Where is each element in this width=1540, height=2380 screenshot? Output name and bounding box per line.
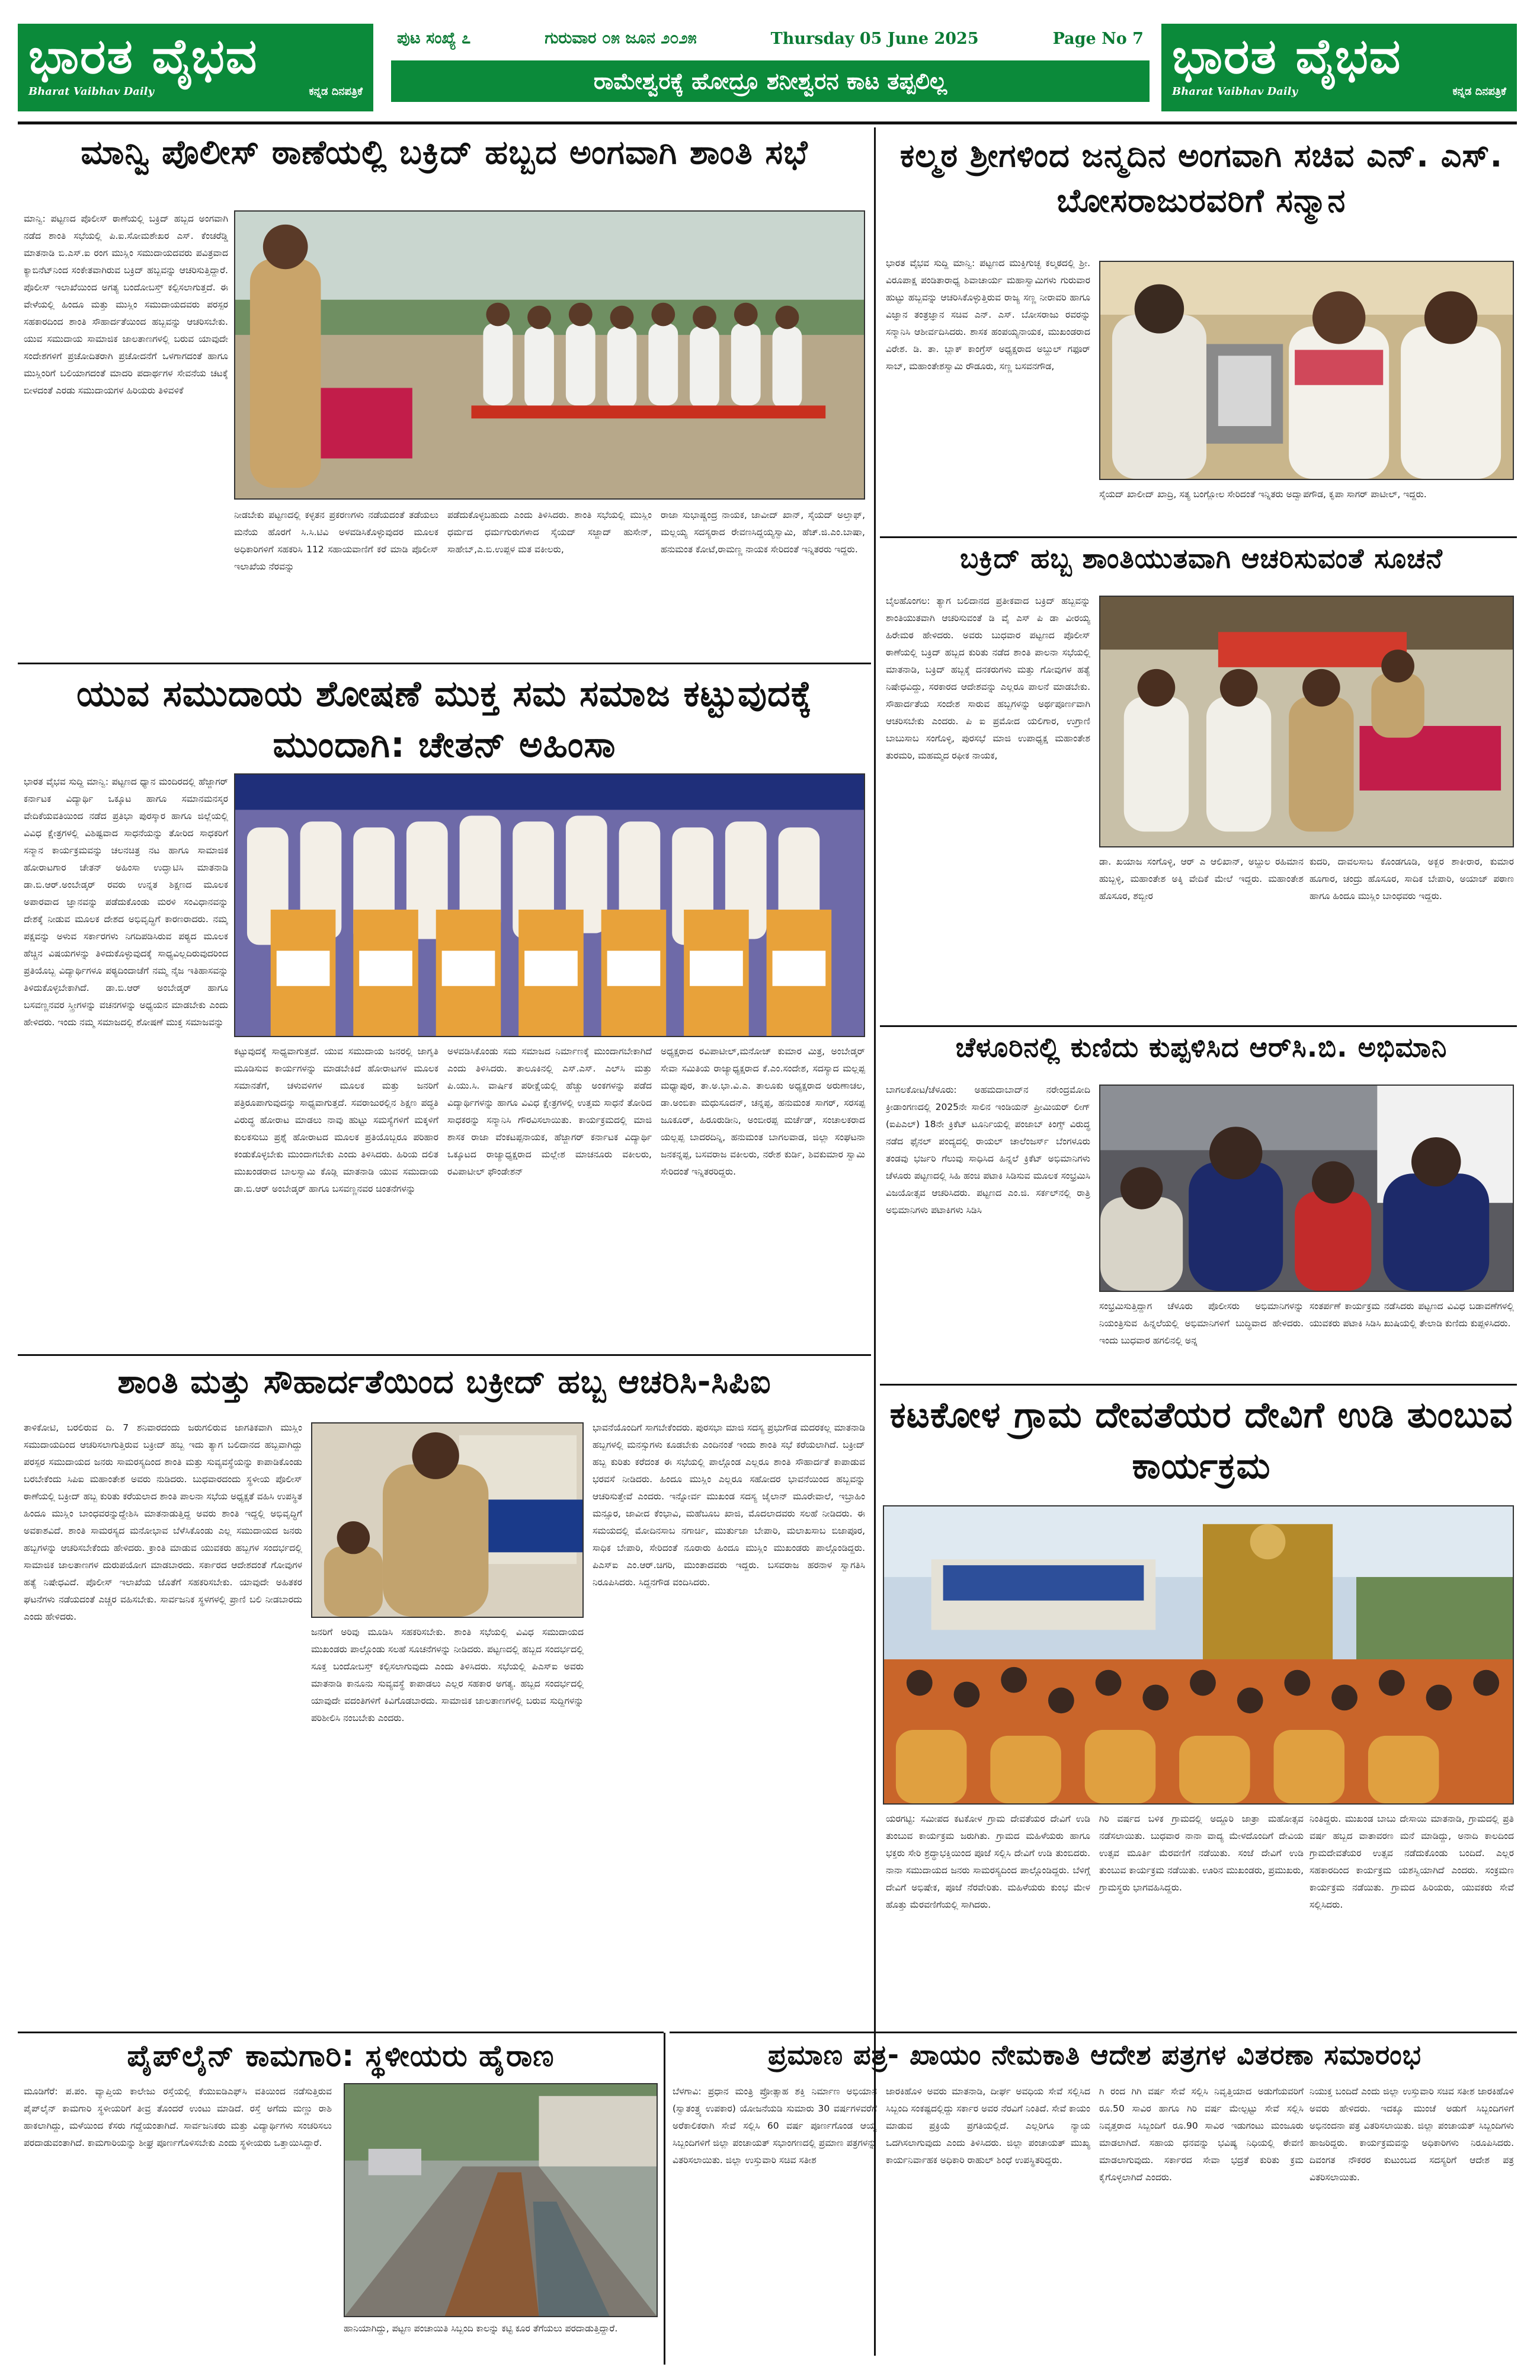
felicitation-photo [235, 775, 864, 1036]
article-column-2: ಸಂಭ್ರಮಿಸುತ್ತಿದ್ದಾಗ ಚೆಳೂರು ಪೊಲೀಸರು ಅಭಿಮಾನಿಗಳನ್ನು ನಿಯಂತ್ರಿಸುವ ಹಿನ್ನಲೆಯಲ್ಲಿ ಅಭಿಮಾನಿಗಳಿಗೆ ಬುದ್ಧಿವಾದ ಹೇಳಿದರು. ಇಂದು ಬುಧವಾರ ಹಗಲಿನಲ್ಲಿ ಅನ್ನ [1099, 1301, 1304, 1346]
article-column-1: ತಾಳಿಕೋಟಿ, ಬರಲಿರುವ ದಿ. 7 ಶನಿವಾರದಂದು ಜರುಗಲಿರುವ ಜಾಗತಿಕವಾಗಿ ಮುಸ್ಲಿಂ ಸಮುದಾಯದಿಂದ ಆಚರಿಸಲಾಗುತ್ತಿರುವ ಬಕ್ರೀದ್ ಹಬ್ಬ ಇದು ತ್ಯಾಗ ಬಲಿದಾನದ ಹಬ್ಬವಾಗಿದ್ದು ಪರಸ್ಪರ ಸಮುದಾಯದ ಜನರು ಸಾಮರಸ್ಯದಿಂದ ಶಾಂತಿ ಮತ್ತು ಸುವ್ಯವಸ್ಥೆಯನ್ನು ಕಾಪಾಡಿಕೊಂಡು ಬರಬೇಕೆಂದು ಸಿಪಿಐ ಮಹಾಂತೇಶ ಅವರು ನುಡಿದರು. ಬುಧವಾರದಂದು ಸ್ಥಳೀಯ ಪೊಲೀಸ್ ಠಾಣೆಯಲ್ಲಿ ಬಕ್ರೀದ್ ಹಬ್ಬ ಕುರಿತು ಕರೆಯಲಾದ ಶಾಂತಿ ಪಾಲನಾ ಸಭೆಯ ಅಧ್ಯಕ್ಷತೆ ವಹಿಸಿ ಉಪಸ್ಥಿತ ಹಿಂದೂ ಮುಸ್ಲಿಂ ಬಾಂಧವರನ್ನುದ್ದೇಶಿಸಿ ಮಾತನಾಡುತ್ತಿದ್ದ ಅವರು ಶಾಂತಿ ಇದ್ದಲ್ಲಿ ಅಭಿವೃದ್ಧಿಗೆ ಅವಕಾಶವಿದೆ. ಶಾಂತಿ ಸಾಮರಸ್ಯದ ಮನೋಭಾವ ಬೆಳೆಸಿಕೊಂಡು ಎಲ್ಲ ಸಮುದಾಯದ ಜನರು ಹಬ್ಬಗಳನ್ನು ಆಚರಿಸಬೇಕೆಂದು ಹೇಳಿದರು. ಕ್ರಾಂತಿ ಮಾಡುವ ಯುವಕರು ಹಬ್ಬಗಳ ಸಂದರ್ಭದಲ್ಲಿ ಸಾಮಾಜಿಕ ಜಾಲತಾಣಗಳ ದುರುಪಯೋಗ ಮಾಡಬಾರದು. ಸರ್ಕಾರದ ಆದೇಶದಂತೆ ಗೋವುಗಳ ಹತ್ಯೆ ನಿಷೇಧವಿದೆ. ಪೊಲೀಸ್ ಇಲಾಖೆಯ ಜೊತೆಗೆ ಸಹಕರಿಸಬೇಕು. ಯಾವುದೇ ಅಹಿತಕರ ಘಟನೆಗಳು ನಡೆಯದಂತೆ ಎಚ್ಚರ ವಹಿಸಬೇಕು. ಸಾರ್ವಜನಿಕ ಸ್ಥಳಗಳಲ್ಲಿ ಪ್ರಾಣಿ ಬಲಿ ನೀಡಬಾರದು ಎಂದು ಹೇಳಿದರು. [24, 1422, 302, 1622]
article-headline: ಮಾನ್ವಿ ಪೊಲೀಸ್ ಠಾಣೆಯಲ್ಲಿ ಬಕ್ರಿದ್ ಹಬ್ಬದ ಅಂಗವಾಗಿ ಶಾಂತಿ ಸಭೆ [81, 133, 808, 172]
article-column-3: ನಿಂತಿದ್ದರು. ಮುಖಂಡ ಬಾಬು ದೇಸಾಯಿ ಮಾತನಾಡಿ, ಗ್ರಾಮದಲ್ಲಿ ಪ್ರತಿ ವರ್ಷ ಹಬ್ಬದ ವಾತಾವರಣ ಮನೆ ಮಾಡಿದ್ದು, ಅನಾದಿ ಕಾಲದಿಂದ ಗ್ರಾಮದೇವತೆಯರ ಉತ್ಸವ ನಡೆದುಕೊಂಡು ಬಂದಿದೆ. ಎಲ್ಲರ ಸಹಕಾರದಿಂದ ಕಾರ್ಯಕ್ರಮ ಯಶಸ್ವಿಯಾಗಿದೆ ಎಂದರು. ಸಂಕ್ರಮಣ ಕಾರ್ಯಕ್ರಮ ನಡೆಯಿತು. ಗ್ರಾಮದ ಹಿರಿಯರು, ಯುವಕರು ಸೇವೆ ಸಲ್ಲಿಸಿದರು. [1310, 1813, 1514, 1910]
masthead-subtitle-en-right: Bharat Vaibhav Daily [1172, 85, 1298, 98]
article-headline: ಕಲ್ಮಠ ಶ್ರೀಗಳಿಂದ ಜನ್ಮದಿನ ಅಂಗವಾಗಿ ಸಚಿವ ಎನ್. ಎಸ್. ಬೋಸರಾಜುರವರಿಗೆ ಸನ್ಮಾನ [899, 137, 1503, 219]
road-excavation-photo [345, 2084, 657, 2316]
article-column-2: ಡಾ. ಖಯಾಜ ಸಂಗೊಳ್ಳಿ, ಆರ್ ಎ ಆಲಿಖಾನ್, ಅಬ್ದುಲ ರಹಿಮಾನ ಹುಬ್ಬಳ್ಳಿ, ಮಹಾಂತೇಶ ಅಕ್ಕಿ ವೇದಿಕೆ ಮೇಲೆ ಇದ್ದರು. ಮಹಾಂತೇಶ ಹೊಸೂರ, ಶಬ್ಬೀರ [1099, 856, 1304, 901]
photo-caption: ಹಾನಿಯಾಗಿದ್ದು, ಪಟ್ಟಣ ಪಂಚಾಯಿತಿ ಸಿಬ್ಬಂದಿ ಕಾಲನ್ನು ಕಟ್ಟಿ ಕೂರ ತೆಗೆಯಲು ಪರದಾಡುತ್ತಿದ್ದಾರೆ. [344, 2323, 618, 2334]
article-photo [1099, 261, 1514, 480]
article-column-2: ಕಟ್ಟುವುದಕ್ಕೆ ಸಾಧ್ಯವಾಗುತ್ತದೆ. ಯುವ ಸಮುದಾಯ ಜನರಲ್ಲಿ ಜಾಗೃತಿ ಮೂಡಿಸುವ ಕಾರ್ಯಗಳನ್ನು ಮಾಡಬೇಕಿದೆ ಹೋರಾಟಗಳ ಮೂಲಕ ಸಮಾನತೆಗೆ, ಚಳುವಳಿಗಳ ಮೂಲಕ ಮತ್ತು ಜನರಿಗೆ ಪತ್ರಿರೂಪಾಗುವುದನ್ನು ಸಾಧ್ಯವಾಗುತ್ತದೆ. ಸವರಾಜುರಲ್ಲಿನ ಶಿಕ್ಷಣ ಪದ್ಧತಿ ವಿರುದ್ಧ ಹೋರಾಟ ಮಾಡಲು ನಾವು ಹುಟ್ಟು ಸಮಸ್ಯೆಗಳಿಗೆ ಮಕ್ಕಳಿಗೆ ಕುಲಕಸುಬು ಪ್ರಶ್ನೆ ಹೋರಾಟದ ಮೂಲಕ ಪ್ರತಿಯೊಬ್ಬರೂ ಪರಿಹಾರ ಕಂಡುಕೊಳ್ಳಬೇಕು ಮುಂದಾಗಬೇಕು ಎಂದು ತಿಳಿಸಿದರು. ಹಿರಿಯ ದಲಿತ ಮುಖಂಡರಾದ ಬಾಲಸ್ವಾಮಿ ಕೊಡ್ಲಿ ಮಾತನಾಡಿ ಯುವ ಸಮುದಾಯ ಡಾ.ಬಿ.ಆರ್ ಅಂಬೇಡ್ಕರ್ ಹಾಗೂ ಬಸವಣ್ಣನವರ ಚಿಂತನೆಗಳನ್ನು [234, 1046, 438, 1194]
article-column-2: ಜನರಿಗೆ ಅರಿವು ಮೂಡಿಸಿ ಸಹಕರಿಸಬೇಕು. ಶಾಂತಿ ಸಭೆಯಲ್ಲಿ ವಿವಿಧ ಸಮುದಾಯದ ಮುಖಂಡರು ಪಾಲ್ಗೊಂಡು ಸಲಹೆ ಸೂಚನೆಗಳನ್ನು ನೀಡಿದರು. ಪಟ್ಟಣದಲ್ಲಿ ಹಬ್ಬದ ಸಂದರ್ಭದಲ್ಲಿ ಸೂಕ್ತ ಬಂದೋಬಸ್ತ್ ಕಲ್ಪಿಸಲಾಗುವುದು ಎಂದು ತಿಳಿಸಿದರು. ಸಭೆಯಲ್ಲಿ ಪಿಎಸ್ಐ ಅವರು ಮಾತನಾಡಿ ಕಾನೂನು ಸುವ್ಯವಸ್ಥೆ ಕಾಪಾಡಲು ಎಲ್ಲರ ಸಹಕಾರ ಅಗತ್ಯ. ಹಬ್ಬದ ಸಂದರ್ಭದಲ್ಲಿ ಯಾವುದೇ ವದಂತಿಗಳಿಗೆ ಕಿವಿಗೊಡಬಾರದು. ಸಾಮಾಜಿಕ ಜಾಲತಾಣಗಳಲ್ಲಿ ಬರುವ ಸುದ್ದಿಗಳನ್ನು ಪರಿಶೀಲಿಸಿ ನಂಬಬೇಕು ಎಂದರು. [311, 1627, 584, 1723]
masthead-info-row [391, 24, 1150, 53]
article-headline: ಯುವ ಸಮುದಾಯ ಶೋಷಣೆ ಮುಕ್ತ ಸಮ ಸಮಾಜ ಕಟ್ಟುವುದಕ್ಕೆ ಮುಂದಾಗಿ: ಚೇತನ್ ಅಹಿಂಸಾ [76, 673, 812, 766]
article-photo [234, 773, 865, 1037]
masthead-title: ಭಾರತ ವೈಭವ [28, 28, 258, 85]
masthead-subtitle-en: Bharat Vaibhav Daily [28, 85, 154, 98]
article-column-3: ಪಡೆದುಕೊಳ್ಳಬಹುದು ಎಂದು ತಿಳಿಸಿದರು. ಶಾಂತಿ ಸಭೆಯಲ್ಲಿ ಮುಸ್ಲಿಂ ಧರ್ಮದ ಧರ್ಮಗುರುಗಳಾದ ಸೈಯದ್ ಸಜ್ಜಾದ್ ಹುಸೇನ್, ಸಾಹೇಬ್,ಎ.ಬಿ.ಉಪ್ಪಳ ಮತ ವಕೀಲರು, [447, 510, 652, 555]
article-headline: ಶಾಂತಿ ಮತ್ತು ಸೌಹಾರ್ದತೆಯಿಂದ ಬಕ್ರೀದ್ ಹಬ್ಬ ಆಚರಿಸಿ-ಸಿಪಿಐ [117, 1363, 771, 1400]
article-column-4: ನಿಯುಕ್ತ ಬಂದಿದೆ ಎಂದು ಜಿಲ್ಲಾ ಉಸ್ತುವಾರಿ ಸಚಿವ ಸತೀಶ ಜಾರಕಿಹೊಳಿ ಅವರು ಹೇಳಿದರು. ಇದಕ್ಕೂ ಮುಂಚೆ ಅಡುಗೆ ಸಿಬ್ಬಂದಿಗಳಿಗೆ ಅಭಿನಂದನಾ ಪತ್ರ ವಿತರಿಸಲಾಯಿತು. ಜಿಲ್ಲಾ ಪಂಚಾಯತ್ ಸಿಬ್ಬಂದಿಗಳು ಹಾಜರಿದ್ದರು. ಕಾರ್ಯಕ್ರಮವನ್ನು ಅಧಿಕಾರಿಗಳು ನಿರೂಪಿಸಿದರು. ದಿವಂಗತ ನೌಕರರ ಕುಟುಂಬದ ಸದಸ್ಯರಿಗೆ ಆದೇಶ ಪತ್ರ ವಿತರಿಸಲಾಯಿತು. [1310, 2086, 1514, 2183]
masthead-subtitle-row [28, 85, 363, 98]
article-headline: ಚೆಳೂರಿನಲ್ಲಿ ಕುಣಿದು ಕುಪ್ಪಳಿಸಿದ ಆರ್‌ಸಿ.ಬಿ. ಅಭಿಮಾನಿ [955, 1031, 1448, 1063]
column-divider-bottom [664, 2033, 665, 2365]
article-headline: ಪ್ರಮಾಣ ಪತ್ರ- ಖಾಯಂ ನೇಮಕಾತಿ ಆದೇಶ ಪತ್ರಗಳ ವಿತರಣಾ ಸಮಾರಂಭ [767, 2039, 1422, 2071]
article-photo [1099, 596, 1514, 847]
article-column-2: ಜಾರಕಿಹೊಳಿ ಅವರು ಮಾತನಾಡಿ, ದೀರ್ಘ ಅವಧಿಯ ಸೇವೆ ಸಲ್ಲಿಸಿದ ಸಿಬ್ಬಂದಿ ಸಂಕಷ್ಟದಲ್ಲಿದ್ದು ಸರ್ಕಾರ ಅವರ ನೆರವಿಗೆ ನಿಂತಿದೆ. ಸೇವೆ ಕಾಯಂ ಮಾಡುವ ಪ್ರಕ್ರಿಯೆ ಪ್ರಗತಿಯಲ್ಲಿದೆ. ಎಲ್ಲರಿಗೂ ನ್ಯಾಯ ಒದಗಿಸಲಾಗುವುದು ಎಂದು ತಿಳಿಸಿದರು. ಜಿಲ್ಲಾ ಪಂಚಾಯತ್ ಮುಖ್ಯ ಕಾರ್ಯನಿರ್ವಾಹಕ ಅಧಿಕಾರಿ ರಾಹುಲ್ ಶಿಂಧೆ ಉಪಸ್ಥಿತರಿದ್ದರು. [886, 2086, 1090, 2165]
article-column-1: ಬಾಗಲಕೋಟ/ಚೆಳೂರು: ಅಹಮದಾಬಾದ್‌ನ ನರೇಂದ್ರಮೋದಿ ಕ್ರೀಡಾಂಗಣದಲ್ಲಿ 2025ನೇ ಸಾಲಿನ ಇಂಡಿಯನ್ ಪ್ರೀಮಿಯರ್ ಲೀಗ್ (ಐಪಿಎಲ್) 18ನೇ ಕ್ರಿಕೆಟ್ ಟೂರ್ನಿಯಲ್ಲಿ ಪಂಜಾಬ್ ಕಿಂಗ್ಸ್ ವಿರುದ್ಧ ನಡೆದ ಫೈನಲ್ ಪಂದ್ಯದಲ್ಲಿ ರಾಯಲ್ ಚಾಲೆಂಜರ್ಸ್ ಬೆಂಗಳೂರು ತಂಡವು ಭರ್ಜರಿ ಗೆಲುವು ಸಾಧಿಸಿದ ಹಿನ್ನಲೆ ಕ್ರಿಕೆಟ್ ಅಭಿಮಾನಿಗಳು ಚೆಳೂರು ಪಟ್ಟಣದಲ್ಲಿ ಸಿಹಿ ಹಂಚಿ ಪಟಾಕಿ ಸಿಡಿಸುವ ಮೂಲಕ ಸಂಭ್ರಮಿಸಿ ವಿಜಯೋತ್ಸವ ಆಚರಿಸಿದರು. ಪಟ್ಟಣದ ಎಂ.ಜಿ. ಸರ್ಕಲ್‌ನಲ್ಲಿ ರಾತ್ರಿ ಅಭಿಮಾನಿಗಳು ಪಟಾಕಿಗಳು ಸಿಡಿಸಿ [886, 1085, 1090, 1215]
article-column-1: ಬೆಳಗಾವಿ: ಪ್ರಧಾನ ಮಂತ್ರಿ ಪ್ರೋತ್ಸಾಹ ಶಕ್ತಿ ನಿರ್ಮಾಣ ಅಭಿಯಾನ (ಸ್ವಾತಂತ್ರ್ಯ ಉಪಕಾರ) ಯೋಜನೆಯಡಿ ಸುಮಾರು 30 ವರ್ಷಗಳವರೆಗೆ ಅರೆಕಾಲಿಕರಾಗಿ ಸೇವೆ ಸಲ್ಲಿಸಿ 60 ವರ್ಷ ಪೂರ್ಣಗೊಂಡ ಆಯ್ದ ಸಿಬ್ಬಂದಿಗಳಿಗೆ ಜಿಲ್ಲಾ ಪಂಚಾಯತ್ ಸಭಾಂಗಣದಲ್ಲಿ ಪ್ರಮಾಣ ಪತ್ರಗಳನ್ನು ವಿತರಿಸಲಾಯಿತು. ಜಿಲ್ಲಾ ಉಸ್ತುವಾರಿ ಸಚಿವ ಸತೀಶ [673, 2086, 877, 2165]
police-meeting-photo [235, 212, 864, 498]
article-column-3: ಭಾವನೆಯೊಂದಿಗೆ ಸಾಗಬೇಕೆಂದರು. ಪುರಸಭಾ ಮಾಜಿ ಸದಸ್ಯ ಪ್ರಭುಗೌಡ ಮದರಕಲ್ಲ ಮಾತನಾಡಿ ಹಬ್ಬಗಳಲ್ಲಿ ಮನಸ್ಸುಗಳು ಕೂಡಬೇಕು ಎಂದಿನಂತೆ ಇಂದು ಶಾಂತಿ ಸಭೆ ಕರೆಯಲಾಗಿದೆ. ಬಕ್ರೀದ್ ಹಬ್ಬ ಕುರಿತು ಕರೆದಂತ ಈ ಸಭೆಯಲ್ಲಿ ಪಾಲ್ಗೊಂಡ ಎಲ್ಲರೂ ಶಾಂತಿ ಸೌಹಾರ್ದತೆ ಕಾಪಾಡುವ ಭರವಸೆ ನೀಡಿದರು. ಹಿಂದೂ ಮುಸ್ಲಿಂ ಎಲ್ಲರೂ ಸಹೋದರ ಭಾವನೆಯಿಂದ ಹಬ್ಬವನ್ನು ಆಚರಿಸುತ್ತೇವೆ ಎಂದರು. ಇನ್ನೋರ್ವ ಮುಖಂಡ ಸದಸ್ಯ ಜೈಲಾನ್ ಮೂರೇವಾಲೆ, ಇಬ್ರಾಹಿಂ ಮನ್ಸೂರ, ಜಾವೀದ ಕೆಂಭಾವಿ, ಮಹೆಬೂಬ ಖಾಜಿ, ಮೊದಲಾದವರು ಸಲಹೆ ನೀಡಿದರು. ಈ ಸಮಯದಲ್ಲಿ ಮೋದಿನಸಾಬ ನಗಾರ್ಚಿ, ಮುರ್ತುಜಾ ಬೇಪಾರಿ, ಮಲಾಖಸಾಬ ಬಿಜಾಪೂರ, ಸಾಧಿಕ ಬೇಪಾರಿ, ಸೇರಿದಂತೆ ನೂರಾರು ಹಿಂದೂ ಮುಸ್ಲಿಂ ಮುಖಂಡರು ಪಾಲ್ಗೊಂಡಿದ್ದರು. ಪಿಎಸ್ಐ ಎಂ.ಆರ್.ಚಿಗರಿ, ಮುಂತಾದವರು ಇದ್ದರು. ಬಸವರಾಜ ಹರನಾಳ ಸ್ವಾಗತಿಸಿ ನಿರೂಪಿಸಿದರು. ಸಿದ್ದನಗೌಡ ವಂದಿಸಿದರು. [593, 1422, 865, 1588]
officer-photo [312, 1423, 582, 1617]
masthead-rule [18, 121, 1517, 124]
article-column-1: ಬೈಲಹೊಂಗಲ: ತ್ಯಾಗ ಬಲಿದಾನದ ಪ್ರತೀಕವಾದ ಬಕ್ರಿದ್ ಹಬ್ಬವನ್ನು ಶಾಂತಿಯುತವಾಗಿ ಆಚರಿಸುವಂತೆ ಡಿ ವೈ ಎಸ್ ಪಿ ಡಾ ವೀರಯ್ಯ ಹಿರೇಮಠ ಹೇಳಿದರು. ಅವರು ಬುಧವಾರ ಪಟ್ಟಣದ ಪೊಲೀಸ್ ಠಾಣೆಯಲ್ಲಿ ಬಕ್ರಿದ್ ಹಬ್ಬದ ಕುರಿತು ನಡೆದ ಶಾಂತಿ ಪಾಲನಾ ಸಭೆಯಲ್ಲಿ ಮಾತನಾಡಿ, ಬಕ್ರಿದ್ ಹಬ್ಬಕ್ಕೆ ದನಕರುಗಳು ಮತ್ತು ಗೋವುಗಳ ಹತ್ಯೆ ನಿಷೇಧವಿದ್ದು, ಸರಕಾರದ ಆದೇಶವನ್ನು ಎಲ್ಲರೂ ಪಾಲನೆ ಮಾಡಬೇಕು. ಸೌಹಾರ್ದತೆಯ ಸಂದೇಶ ಸಾರುವ ಹಬ್ಬಗಳನ್ನು ಅರ್ಥಪೂರ್ಣವಾಗಿ ಆಚರಿಸಬೇಕು ಎಂದರು. ಪಿ ಐ ಪ್ರಮೋದ ಯಲಿಗಾರ, ಉಗ್ರಾಣಿ ಬಾಬುಸಾಬ ಸಂಗೊಳ್ಳಿ, ಪುರಸಭೆ ಮಾಜಿ ಉಪಾಧ್ಯಕ್ಷ ಮಹಾಂತೇಶ ತುರಮರಿ, ಮಹಮ್ಮದ ರಫೀಕ ನಾಯಕ, [886, 596, 1090, 761]
article-photo [1099, 1085, 1514, 1292]
article-column-3: ಅಳವಡಿಸಿಕೊಂಡು ಸಮ ಸಮಾಜದ ನಿರ್ಮಾಣಕ್ಕೆ ಮುಂದಾಗಬೇಕಾಗಿದೆ ಎಂದು ತಿಳಿಸಿದರು. ತಾಲೂಕಿನಲ್ಲಿ ಎಸ್.ಎಸ್. ಎಲ್‌ಸಿ ಮತ್ತು ಪಿ.ಯು.ಸಿ. ವಾರ್ಷಿಕ ಪರೀಕ್ಷೆಯಲ್ಲಿ ಹೆಚ್ಚು ಅಂಕಗಳನ್ನು ಪಡೆದ ವಿದ್ಯಾರ್ಥಿಗಳನ್ನು ಹಾಗೂ ವಿವಿಧ ಕ್ಷೇತ್ರಗಳಲ್ಲಿ ಉತ್ತಮ ಸಾಧನೆ ತೋರಿದ ಸಾಧಕರನ್ನು ಸನ್ಮಾನಿಸಿ ಗೌರವಿಸಲಾಯಿತು. ಕಾರ್ಯಕ್ರಮದಲ್ಲಿ ಮಾಜಿ ಶಾಸಕ ರಾಜಾ ವೆಂಕಟಪ್ಪನಾಯಕ, ಹೆಜ್ಜಾಗರ್ ಕರ್ನಾಟಕ ವಿದ್ಯಾರ್ಥಿ ಒಕ್ಕೂಟದ ರಾಜ್ಯಾಧ್ಯಕ್ಷರಾದ ಮಲ್ಲೇಶ ಮಾಚನೂರು ವಕೀಲರು, ರವಿಪಾಟೀಲ್ ಫೌಂಡೇಶನ್ [447, 1046, 652, 1177]
section-rule [670, 2032, 1517, 2033]
article-photo [344, 2083, 658, 2317]
section-rule [880, 1384, 1517, 1386]
article-photo [311, 1422, 584, 1618]
column-divider [874, 127, 876, 2356]
article-column-1: ಮೂಡಿಗೆರೆ: ಪ.ಪಂ. ವ್ಯಾಪ್ತಿಯ ಕಾಲೇಜು ರಸ್ತೆಯಲ್ಲಿ ಕೆಯುಐಡಿಎಫ್‌ಸಿ ವತಿಯಿಂದ ನಡೆಸುತ್ತಿರುವ ಪೈಪ್‌ಲೈನ್ ಕಾಮಗಾರಿ ಸ್ಥಳೀಯರಿಗೆ ತೀವ್ರ ತೊಂದರೆ ಉಂಟು ಮಾಡಿದೆ. ರಸ್ತೆ ಅಗೆದು ಮಣ್ಣು ರಾಶಿ ಹಾಕಲಾಗಿದ್ದು, ಮಳೆಯಿಂದ ಕೆಸರು ಗದ್ದೆಯಂತಾಗಿದೆ. ಸಾರ್ವಜನಿಕರು ಮತ್ತು ವಿದ್ಯಾರ್ಥಿಗಳು ಸಂಚರಿಸಲು ಪರದಾಡುವಂತಾಗಿದೆ. ಕಾಮಗಾರಿಯನ್ನು ಶೀಘ್ರ ಪೂರ್ಣಗೊಳಿಸಬೇಕು ಎಂದು ಸ್ಥಳೀಯರು ಒತ್ತಾಯಿಸಿದ್ದಾರೆ. [24, 2086, 332, 2148]
article-column-3: ಕುದರಿ, ದಾವಲಸಾಬ ಕೊಂಡಗೂಡಿ, ಅಕ್ಬರ ಶಾಕೀರಾರ, ಕುಮಾರ ಹೂಗಾರ, ಚಂದ್ರು ಹೊಸೂರ, ಸಾದಿಕ ಬೇಪಾರಿ, ಅಯಾಜ್ ಪಠಾಣ ಹಾಗೂ ಹಿಂದೂ ಮುಸ್ಲಿಂ ಬಾಂಧವರು ಇದ್ದರು. [1310, 856, 1514, 901]
article-column-1: ಭಾರತ ವೈಭವ ಸುದ್ದಿ ಮಾನ್ವಿ: ಪಟ್ಟಣದ ಮುಕ್ತಿಗುಚ್ಛ ಕಲ್ಮಠದಲ್ಲಿ ಶ್ರೀ. ವಿರೂಪಾಕ್ಷ ಪಂಡಿತಾರಾಧ್ಯ ಶಿವಾಚಾರ್ಯ ಮಹಾಸ್ವಾಮಿಗಳು ಗುರುವಾರ ಹುಟ್ಟು ಹಬ್ಬವನ್ನು ಆಚರಿಸಿಕೊಳ್ಳುತ್ತಿರುವ ರಾಜ್ಯ ಸಣ್ಣ ನೀರಾವರಿ ಹಾಗೂ ವಿಜ್ಞಾನ ತಂತ್ರಜ್ಞಾನ ಸಚಿವ ಎನ್. ಎಸ್. ಬೋಸರಾಜು ರವರನ್ನು ಸನ್ಮಾನಿಸಿ ಆಶೀರ್ವದಿಸಿದರು. ಶಾಸಕ ಹಂಪಯ್ಯನಾಯಕ, ಮುಖಂಡರಾದ ವಿರೇಶ. ಡಿ. ತಾ. ಬ್ಲಾಕ್ ಕಾಂಗ್ರೆಸ್ ಅಧ್ಯಕ್ಷರಾದ ಅಬ್ದುಲ್ ಗಫೂರ್ ಸಾಬ್, ಮಹಾಂತೇಶಸ್ವಾಮಿ ರೌಡೂರು, ಸಣ್ಣ ಬಸವನಗೌಡ, [886, 258, 1090, 372]
article-column-2: ಗಿರಿ ವರ್ಷದ ಬಳಿಕ ಗ್ರಾಮದಲ್ಲಿ ಅದ್ದೂರಿ ಜಾತ್ರಾ ಮಹೋತ್ಸವ ನಡೆಸಲಾಯಿತು. ಬುಧವಾರ ನಾನಾ ವಾದ್ಯ ಮೇಳದೊಂದಿಗೆ ದೇವಿಯ ಉತ್ಸವ ಮೂರ್ತಿ ಮೆರವಣಿಗೆ ನಡೆಯಿತು. ಸಂಜೆ ದೇವಿಗೆ ಉಡಿ ತುಂಬುವ ಕಾರ್ಯಕ್ರಮ ನಡೆಯಿತು. ಊರಿನ ಮುಖಂಡರು, ಪ್ರಮುಖರು, ಗ್ರಾಮಸ್ಥರು ಭಾಗವಹಿಸಿದ್ದರು. [1099, 1813, 1304, 1893]
date-english: Thursday 05 June 2025 [770, 29, 979, 48]
photo-caption: ಸೈಯದ್ ಖಾಲೀದ್ ಖಾದ್ರಿ, ಸತ್ಯ ಬಂಗ್ಲೋಲ ಸೇರಿದಂತೆ ಇನ್ನಿತರು ಅದ್ವಾಪಗೌಡ, ಕೃಪಾ ಸಾಗರ್ ಪಾಟೀಲ್, ಇದ್ದರು. [1099, 489, 1427, 500]
article-column-3: ಸಂತರ್ಪಣೆ ಕಾರ್ಯಕ್ರಮ ನಡೆಸಿದರು ಪಟ್ಟಣದ ವಿವಿಧ ಬಡಾವಣೆಗಳಲ್ಲಿ ಯುವಕರು ಪಟಾಕಿ ಸಿಡಿಸಿ ಖುಷಿಯಲ್ಲಿ ತೇಲಾಡಿ ಕುಣಿದು ಕುಪ್ಪಳಿಸಿದರು. [1310, 1301, 1514, 1329]
masthead-logo-right [1161, 24, 1517, 111]
issue-number: ಪುಟ ಸಂಖ್ಯೆ ೭ [397, 29, 471, 47]
section-rule [880, 1025, 1517, 1027]
article-column-1: ಭಾರತ ವೈಭವ ಸುದ್ದಿ ಮಾನ್ವಿ: ಪಟ್ಟಣದ ಧ್ಯಾನ ಮಂದಿರದಲ್ಲಿ ಹೆಜ್ಜಾಗರ್ ಕರ್ನಾಟಕ ವಿದ್ಯಾರ್ಥಿ ಒಕ್ಕೂಟ ಹಾಗೂ ಸಮಾನಮನಸ್ಕರ ವೇದಿಕೆಯವತಿಯಿಂದ ನಡೆದ ಪ್ರತಿಭಾ ಪುರಸ್ಕಾರ ಹಾಗೂ ಜಿಲ್ಲೆಯಲ್ಲಿ ವಿವಿಧ ಕ್ಷೇತ್ರಗಳಲ್ಲಿ ವಿಶಿಷ್ಟವಾದ ಸಾಧನೆಯನ್ನು ತೋರಿದ ಸಾಧಕರಿಗೆ ಸನ್ಮಾನ ಕಾರ್ಯಕ್ರಮವನ್ನು ಚಲನಚಿತ್ರ ನಟ ಹಾಗೂ ಸಾಮಾಜಿಕ ಹೋರಾಟಗಾರ ಚೇತನ್ ಅಹಿಂಸಾ ಉದ್ಘಾಟಿಸಿ ಮಾತನಾಡಿ ಡಾ.ಬಿ.ಆರ್.ಅಂಬೇಡ್ಕರ್ ರವರು ಉನ್ನತ ಶಿಕ್ಷಣದ ಮೂಲಕ ಅಪಾರವಾದ ಜ್ಞಾನವನ್ನು ಪಡೆದುಕೊಂಡು ಮರಳಿ ಸಂವಿಧಾನವನ್ನು ದೇಶಕ್ಕೆ ನೀಡುವ ಮೂಲಕ ದೇಶದ ಅಭಿವೃದ್ಧಿಗೆ ಕಾರಣರಾದರು. ನಮ್ಮ ಪಕ್ಷವನ್ನು ಅಳುವ ಸರ್ಕಾರಗಳು ನಿಗದಿಪಡಿಸಿರುವ ಪಠ್ಯದ ಮೂಲಕ ಹೆಚ್ಚಿನ ವಿಷಯಗಳನ್ನು ತಿಳಿದುಕೊಳ್ಳುವುದಕ್ಕೆ ಸಾಧ್ಯವಿಲ್ಲದಿರುವುದರಿಂದ ಪ್ರತಿಯೊಬ್ಬ ವಿದ್ಯಾರ್ಥಿಗಳೂ ಪಠ್ಯದಿಂದಾಚೆಗೆ ನಮ್ಮ ನೈಜ ಇತಿಹಾಸವನ್ನು ತಿಳಿದುಕೊಳ್ಳಬೇಕಾಗಿದೆ. ಡಾ.ಬಿ.ಆರ್ ಅಂಬೇಡ್ಕರ್ ಹಾಗೂ ಬಸವಣ್ಣನವರ ಸ್ತ್ರೀಗಳನ್ನು ವಚನಗಳನ್ನು ಅಧ್ಯಯನ ಮಾಡಬೇಕು ಎಂದು ಹೇಳಿದರು. ಇಂದು ನಮ್ಮ ಸಮಾಜದಲ್ಲಿ ಶೋಷಣೆ ಮುಕ್ತ ಸಮಾಜವನ್ನು [24, 776, 228, 1028]
rcb-fans-photo [1100, 1086, 1513, 1291]
article-column-4: ರಾಜಾ ಸುಭಾಷ್ಚಂದ್ರ ನಾಯಕ, ಜಾವೀದ್ ಖಾನ್, ಸೈಯದ್ ಅಲ್ತಾಫ್, ಮಲ್ಲಯ್ಯ ಸದಸ್ಯರಾದ ರೇವಣಸಿದ್ದಯ್ಯಸ್ವಾಮಿ, ಹೆಚ್.ಜಿ.ಎಂ.ಬಾಷಾ, ಹನುಮಂತ ಕೋಟೆ,ರಾಮಣ್ಣ ನಾಯಕ ಸೇರಿದಂತೆ ಇನ್ನಿತರರು ಇದ್ದರು. [661, 510, 865, 555]
police-meeting-photo [1100, 597, 1513, 846]
article-column-2: ನೀಡಬೇಕು ಪಟ್ಟಣದಲ್ಲಿ ಕಳ್ಳತನ ಪ್ರಕರಣಗಳು ನಡೆಯದಂತೆ ತಡೆಯಲು ಮನೆಯ ಹೊರಗೆ ಸಿ.ಸಿ.ಟಿವಿ ಅಳವಡಿಸಿಕೊಳ್ಳುವುದರ ಮೂಲಕ ಅಧಿಕಾರಿಗಳಿಗೆ ಸಹಕರಿಸಿ 112 ಸಹಾಯವಾಣಿಗೆ ಕರೆ ಮಾಡಿ ಪೊಲೀಸ್ ಇಲಾಖೆಯ ನೆರವನ್ನು [234, 510, 438, 572]
masthead-title-right: ಭಾರತ ವೈಭವ [1172, 28, 1402, 85]
section-rule [880, 536, 1517, 538]
article-column-4: ಅಧ್ಯಕ್ಷರಾದ ರವಿಪಾಟೀಲ್,ಮನೋಜ್ ಕುಮಾರ ಮಿತ್ರ, ಅಂಬೇಡ್ಕರ್ ಸೇವಾ ಸಮಿತಿಯ ರಾಜ್ಯಾಧ್ಯಕ್ಷರಾದ ಕೆ.ಎಂ.ಸಂದೇಶ, ಸದಸ್ಯಾದ ಮಲ್ಲಪ್ಪ ಮಧ್ಯಾಪುರ, ತಾ.ಅ.ಭಾ.ವಿ.ಎ. ತಾಲೂಕು ಅಧ್ಯಕ್ಷರಾದ ಅರುಣಾಚಲ, ಡಾ.ಅಂಬಿಕಾ ಮಧುಸೂದನ್, ಚನ್ನಪ್ಪ, ಹನುಮಂತ ಸಾಗರ್, ಸರಸಪ್ಪ ಜೂಕೂರ್, ಹಿರೂರುಡೀನಿ, ಅಂಬೀರಪ್ಪ ಮರ್ಚೆಡ್, ಸಂಚಾಲಕರಾದ ಯಲ್ಲಪ್ಪ ಬಾದರದಿನ್ನಿ, ಹನುಮಂತ ಬಾಗಲವಾಡ, ಜಿಲ್ಲಾ ಸಂಘಟನಾ ಜನಕನ್ನಪ್ಪ, ಬಸವರಾಜ ವಕೀಲರು, ನರೇಶ ಕುರ್ಡಿ, ಶಿವಕುಮಾರ ಸ್ವಾಮಿ ಸೇರಿದಂತೆ ಇನ್ನಿತರರಿದ್ದರು. [661, 1046, 865, 1177]
section-rule [18, 1354, 871, 1356]
felicitation-photo [1100, 262, 1513, 479]
masthead-ribbon: ರಾಮೇಶ್ವರಕ್ಕೆ ಹೋದ್ರೂ ಶನೀಶ್ವರನ ಕಾಟ ತಪ್ಪಲಿಲ್ಲ [391, 60, 1150, 102]
date-kannada: ಗುರುವಾರ ೦೫ ಜೂನ ೨೦೨೫ [545, 29, 697, 47]
masthead-subtitle-row-right [1172, 85, 1506, 98]
article-photo [234, 210, 865, 500]
article-headline: ಪೈಪ್‌ಲೈನ್ ಕಾಮಗಾರಿ: ಸ್ಥಳೀಯರು ಹೈರಾಣ [127, 2039, 555, 2073]
page-number: Page No 7 [1052, 29, 1144, 48]
masthead-logo-left [18, 24, 373, 111]
masthead-subtitle-kn: ಕನ್ನಡ ದಿನಪತ್ರಿಕೆ [309, 85, 363, 98]
section-rule [18, 2032, 664, 2033]
article-headline: ಕಟಕೋಳ ಗ್ರಾಮ ದೇವತೆಯರ ದೇವಿಗೆ ಉಡಿ ತುಂಬುವ ಕಾರ್ಯಕ್ರಮ [889, 1394, 1513, 1487]
section-rule [18, 663, 871, 664]
procession-crowd-photo [884, 1506, 1513, 1803]
article-column-1: ಯರಗಟ್ಟಿ: ಸಮೀಪದ ಕಟಕೋಳ ಗ್ರಾಮ ದೇವತೆಯರ ದೇವಿಗೆ ಉಡಿ ತುಂಬುವ ಕಾರ್ಯಕ್ರಮ ಜರುಗಿತು. ಗ್ರಾಮದ ಮಹಿಳೆಯರು ಹಾಗೂ ಭಕ್ತರು ಸೇರಿ ಶ್ರದ್ಧಾಭಕ್ತಿಯಿಂದ ಪೂಜೆ ಸಲ್ಲಿಸಿ ದೇವಿಗೆ ಉಡಿ ತುಂಬಿದರು. ನಾನಾ ಸಮುದಾಯದ ಜನರು ಸಾಮರಸ್ಯದಿಂದ ಪಾಲ್ಗೊಂಡಿದ್ದರು. ಬೆಳಿಗ್ಗೆ ದೇವಿಗೆ ಅಭಿಷೇಕ, ಪೂಜೆ ನೆರವೇರಿತು. ಮಹಿಳೆಯರು ಕುಂಭ ಮೇಳ ಹೊತ್ತು ಮೆರವಣಿಗೆಯಲ್ಲಿ ಸಾಗಿದರು. [886, 1813, 1090, 1910]
article-column-3: ಗಿ ರಂದ ಗಿಗಿ ವರ್ಷ ಸೇವೆ ಸಲ್ಲಿಸಿ ನಿವೃತ್ತಿಯಾದ ಅಡುಗೆಯವರಿಗೆ ರೂ.50 ಸಾವಿರ ಹಾಗೂ ಗಿರಿ ವರ್ಷ ಮೇಲ್ಪಟ್ಟು ಸೇವೆ ಸಲ್ಲಿಸಿ ನಿವೃತ್ತರಾದ ಸಿಬ್ಬಂದಿಗೆ ರೂ.90 ಸಾವಿರ ಇಡುಗಂಟು ಮಂಜೂರು ಮಾಡಲಾಗಿದೆ. ಸಹಾಯ ಧನವನ್ನು ಭವಿಷ್ಯ ನಿಧಿಯಲ್ಲಿ ಠೇವಣಿ ಮಾಡಲಾಗುವುದು. ಸರ್ಕಾರದ ಸೇವಾ ಭದ್ರತೆ ಕುರಿತು ಕ್ರಮ ಕೈಗೊಳ್ಳಲಾಗಿದೆ ಎಂದರು. [1099, 2086, 1304, 2183]
article-photo [883, 1505, 1514, 1805]
article-headline: ಬಕ್ರಿದ್ ಹಬ್ಬ ಶಾಂತಿಯುತವಾಗಿ ಆಚರಿಸುವಂತೆ ಸೂಚನೆ [960, 542, 1443, 574]
masthead-center [391, 24, 1150, 111]
article-column-1: ಮಾನ್ವಿ: ಪಟ್ಟಣದ ಪೊಲೀಸ್ ಠಾಣೆಯಲ್ಲಿ ಬಕ್ರಿದ್ ಹಬ್ಬದ ಅಂಗವಾಗಿ ನಡೆದ ಶಾಂತಿ ಸಭೆಯಲ್ಲಿ ಪಿ.ಐ.ಸೋಮಶೇಖರ ಎಸ್. ಕೆಂಚರೆಡ್ಡಿ ಮಾತನಾಡಿ ಬಿ.ಎಸ್.ಐ ರಂಗ ಮುಸ್ಲಿಂ ಸಮುದಾಯದವರು ಪವಿತ್ರವಾದ ಕ್ಯಾಬಿನೆಟ್‌ನಿಂದ ಸಂಕೇತವಾಗಿರುವ ಬಕ್ರಿದ್ ಹಬ್ಬವನ್ನು ಆಚರಿಸುತ್ತಿದ್ದಾರೆ. ಪೊಲೀಸ್ ಇಲಾಖೆಯಿಂದ ಅಗತ್ಯ ಬಂದೋಬಸ್ತ್ ಕಲ್ಪಿಸಲಾಗುತ್ತದೆ. ಈ ವೇಳೆಯಲ್ಲಿ ಹಿಂದೂ ಮತ್ತು ಮುಸ್ಲಿಂ ಸಮುದಾಯದವರು ಪರಸ್ಪರ ಸಹಕಾರದಿಂದ ಶಾಂತಿ ಸೌಹಾರ್ದತೆಯಿಂದ ಹಬ್ಬವನ್ನು ಆಚರಿಸಬೇಕು. ಯುವ ಸಮುದಾಯ ಸಾಮಾಜಿಕ ಜಾಲತಾಣಗಳಲ್ಲಿ ಬರುವ ಯಾವುದೇ ಸಂದೇಶಗಳಿಗೆ ಪ್ರಚೋದಿತರಾಗಿ ಪ್ರಚೋದನೆಗೆ ಒಳಗಾಗದಂತೆ ಹಾಗೂ ಮುಸ್ಲಿಂರಿಗೆ ಬಲಿಯಾಗದಂತೆ ಮಾದರಿ ಪದಾರ್ಥಗಳ ಸೇವನೆಯ ಚಟಕ್ಕೆ ಬೀಳದಂತೆ ಎರಡು ಸಮುದಾಯಗಳ ಹಿರಿಯರು ತಿಳಿವಳಿಕೆ [24, 213, 228, 396]
masthead-subtitle-kn-right: ಕನ್ನಡ ದಿನಪತ್ರಿಕೆ [1452, 85, 1506, 98]
